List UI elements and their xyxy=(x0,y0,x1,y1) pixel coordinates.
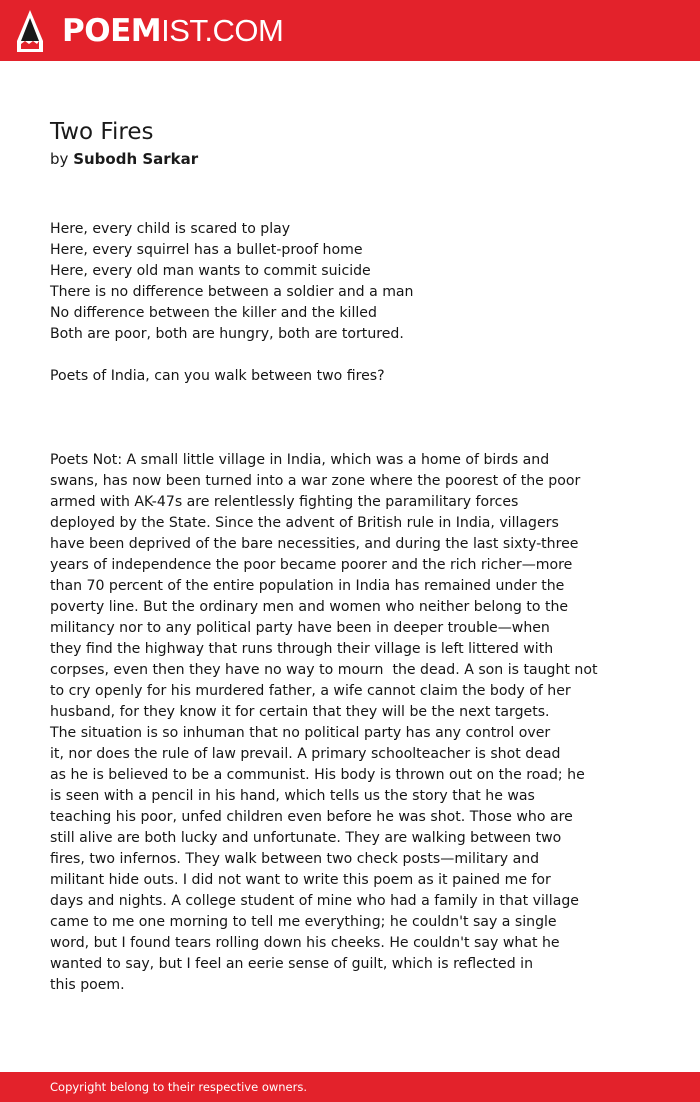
poem-line: they find the highway that runs through their village is left littered with xyxy=(50,641,554,657)
poem-line: Here, every old man wants to commit suicide xyxy=(50,263,371,279)
poem-line: militant hide outs. I did not want to write this poem as it pained me for xyxy=(50,872,551,888)
logo-light-text: IST.COM xyxy=(161,13,284,48)
poem-line: years of independence the poor became poorer and the rich richer—more xyxy=(50,557,573,573)
stanza-break xyxy=(50,387,650,408)
poem-author: Subodh Sarkar xyxy=(73,150,199,168)
by-label: by xyxy=(50,150,69,168)
stanza-break xyxy=(50,345,650,366)
poem-line: is seen with a pencil in his hand, which tells us the story that he was xyxy=(50,788,535,804)
poem-line: swans, has now been turned into a war zone where the poorest of the poor xyxy=(50,473,581,489)
poem-title: Two Fires xyxy=(50,119,154,145)
poem-line: teaching his poor, unfed children even before he was shot. Those who are xyxy=(50,809,573,825)
poem-line: armed with AK-47s are relentlessly fighting the paramilitary forces xyxy=(50,494,519,510)
poem-line: still alive are both lucky and unfortunate. They are walking between two xyxy=(50,830,562,846)
poem-line: Here, every squirrel has a bullet-proof home xyxy=(50,242,363,258)
poem-line: deployed by the State. Since the advent of British rule in India, villagers xyxy=(50,515,559,531)
poem-line: poverty line. But the ordinary men and women who neither belong to the xyxy=(50,599,569,615)
site-logo-wordmark[interactable] xyxy=(62,12,283,50)
poem-line: The situation is so inhuman that no political party has any control over xyxy=(50,725,551,741)
poem-line: Here, every child is scared to play xyxy=(50,221,291,237)
site-footer xyxy=(0,1072,700,1102)
poem-line: Both are poor, both are hungry, both are tortured. xyxy=(50,326,404,342)
poem-line: militancy nor to any political party have been in deeper trouble—when xyxy=(50,620,550,636)
poem-line: to cry openly for his murdered father, a wife cannot claim the body of her xyxy=(50,683,571,699)
pencil-logo-icon[interactable] xyxy=(17,10,43,52)
poem-line: wanted to say, but I feel an eerie sense of guilt, which is reflected in xyxy=(50,956,533,972)
stanza-break xyxy=(50,429,650,450)
poem-line: it, nor does the rule of law prevail. A primary schoolteacher is shot dead xyxy=(50,746,561,762)
site-header xyxy=(0,0,700,61)
copyright-notice: Copyright belong to their respective owners. xyxy=(50,1080,308,1094)
stanza-break xyxy=(50,408,650,429)
poem-line: husband, for they know it for certain that they will be the next targets. xyxy=(50,704,550,720)
poem-line: this poem. xyxy=(50,977,125,993)
poem-line: than 70 percent of the entire population in India has remained under the xyxy=(50,578,565,594)
poem-body xyxy=(50,219,650,996)
poem-byline xyxy=(50,148,198,170)
poem-line: Poets Not: A small little village in India, which was a home of birds and xyxy=(50,452,550,468)
logo-bold-text: POEM xyxy=(62,13,162,49)
poem-line: No difference between the killer and the killed xyxy=(50,305,377,321)
poem-line: fires, two infernos. They walk between two check posts—military and xyxy=(50,851,540,867)
poem-line: as he is believed to be a communist. His body is thrown out on the road; he xyxy=(50,767,585,783)
poem-line: word, but I found tears rolling down his cheeks. He couldn't say what he xyxy=(50,935,560,951)
poem-line: days and nights. A college student of mine who had a family in that village xyxy=(50,893,579,909)
poem-line: have been deprived of the bare necessities, and during the last sixty-three xyxy=(50,536,579,552)
poem-line: came to me one morning to tell me everything; he couldn't say a single xyxy=(50,914,557,930)
poem-line: Poets of India, can you walk between two fires? xyxy=(50,368,385,384)
poem-line: corpses, even then they have no way to mourn the dead. A son is taught not xyxy=(50,662,598,678)
poem-line: There is no difference between a soldier and a man xyxy=(50,284,414,300)
